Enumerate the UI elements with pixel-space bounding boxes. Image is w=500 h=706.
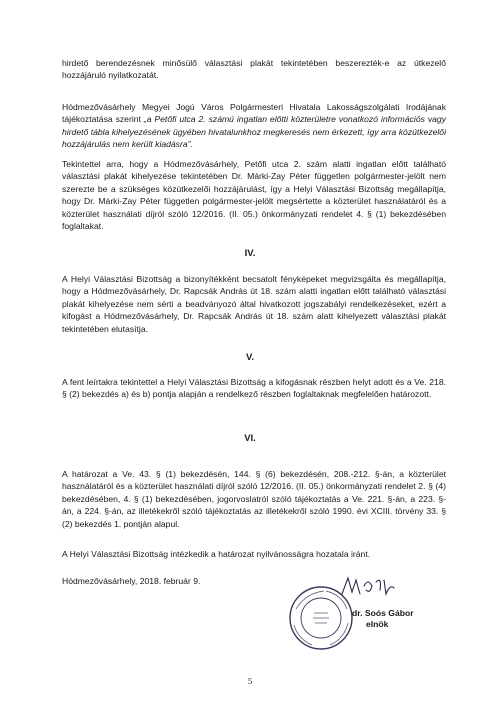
paragraph-continuation: hirdető berendezésnek minősülő választási plakát tekintetében beszerezték-e az útkezelő hozzájáruló nyilatkozatát. <box>62 58 446 81</box>
section-heading-iv: IV. <box>244 248 256 259</box>
section-heading-v: V. <box>245 352 255 363</box>
paragraph-legal-basis: A határozat a Ve. 43. § (1) bekezdésén, 144. § (6) bekezdésén, 208.-212. §-án, a közterület használatáról és a közterület használati díjról szóló 12/2016. (II. 05.) önkormányzati rendelet 2. § (4) bekezdésében, 4. § (1) bekezdésében, jogorvoslatról szóló tájékoztatás a Ve. 221. §-án, a 223. §-án, a 224. §-án, az illetékekről szóló tájékoztatás az illetékekről szóló 1990. évi XCIII. törvény 33. § (2) bekezdés 1. pontján alapul. <box>62 469 446 529</box>
signer-title: elnök <box>366 619 389 629</box>
handwritten-signature <box>338 572 398 602</box>
paragraph-office-statement <box>62 101 446 151</box>
paragraph-finding-rapcsak: A Helyi Választási Bizottság a bizonyítékként becsatolt fényképeket megvizsgálta és megállapítja, hogy a Hódmezővásárhely, Dr. Rapcsák András út 18. szám alatti ingatlan előtt található választási plakát kihelyezése nem sérti a beadványozó által hivatkozott jogszabályi rendelkezéseket, ezért a kifogást a Hódmezővásárhely, Dr. Rapcsák András út 18. szám alatt kihelyezett választási plakát tekintetében elutasítja. <box>62 274 446 334</box>
paragraph-office-statement-quote: „a Petőfi utca 2. számú ingatlan előtti közterületre vonatkozó információs vagy hirdető tábla kihelyezésének ügyében hivatalunkhoz megkeresés nem érkezett, így arra közútkezelői hozzájárulás nem került kiadásra”. <box>62 114 447 150</box>
paragraph-office-statement-prefix: Hódmezővásárhely Megyei Jogú Város Polgármesteri Hivatala Lakosságszolgálati Irodájának tájékoztatása szerint <box>62 102 446 125</box>
paragraph-decision-basis: A fent leírtakra tekintettel a Helyi Választási Bizottság a kifogásnak részben helyt adott és a Ve. 218. § (2) bekezdés a) és b) pontja alapján a rendelkező részben foglaltaknak megfelelően határozott. <box>62 377 446 400</box>
paragraph-publication: A Helyi Választási Bizottság intézkedik a határozat nyilvánosságra hozatala iránt. <box>62 549 371 559</box>
page-number: 5 <box>247 676 253 686</box>
paragraph-finding-petofi: Tekintettel arra, hogy a Hódmezővásárhely, Petőfi utca 2. szám alatti ingatlan előtt található választási plakát kihelyezése tekintetében Dr. Márki-Zay Péter független polgármester-jelölt nem szerezte be a szükséges közútkezelői hozzájárulást, így a Helyi Választási Bizottság megállapítja, hogy Dr. Márki-Zay Péter független polgármester-jelölt megsértette a közterület használatáról és a közterület használati díjról szóló 12/2016. (II. 05.) önkormányzati rendelet 4. § (1) bekezdésében foglaltakat. <box>62 159 446 232</box>
signer-name: dr. Soós Gábor <box>352 608 414 618</box>
paragraph-place-date: Hódmezővásárhely, 2018. február 9. <box>62 576 201 586</box>
section-heading-vi: VI. <box>244 433 256 444</box>
